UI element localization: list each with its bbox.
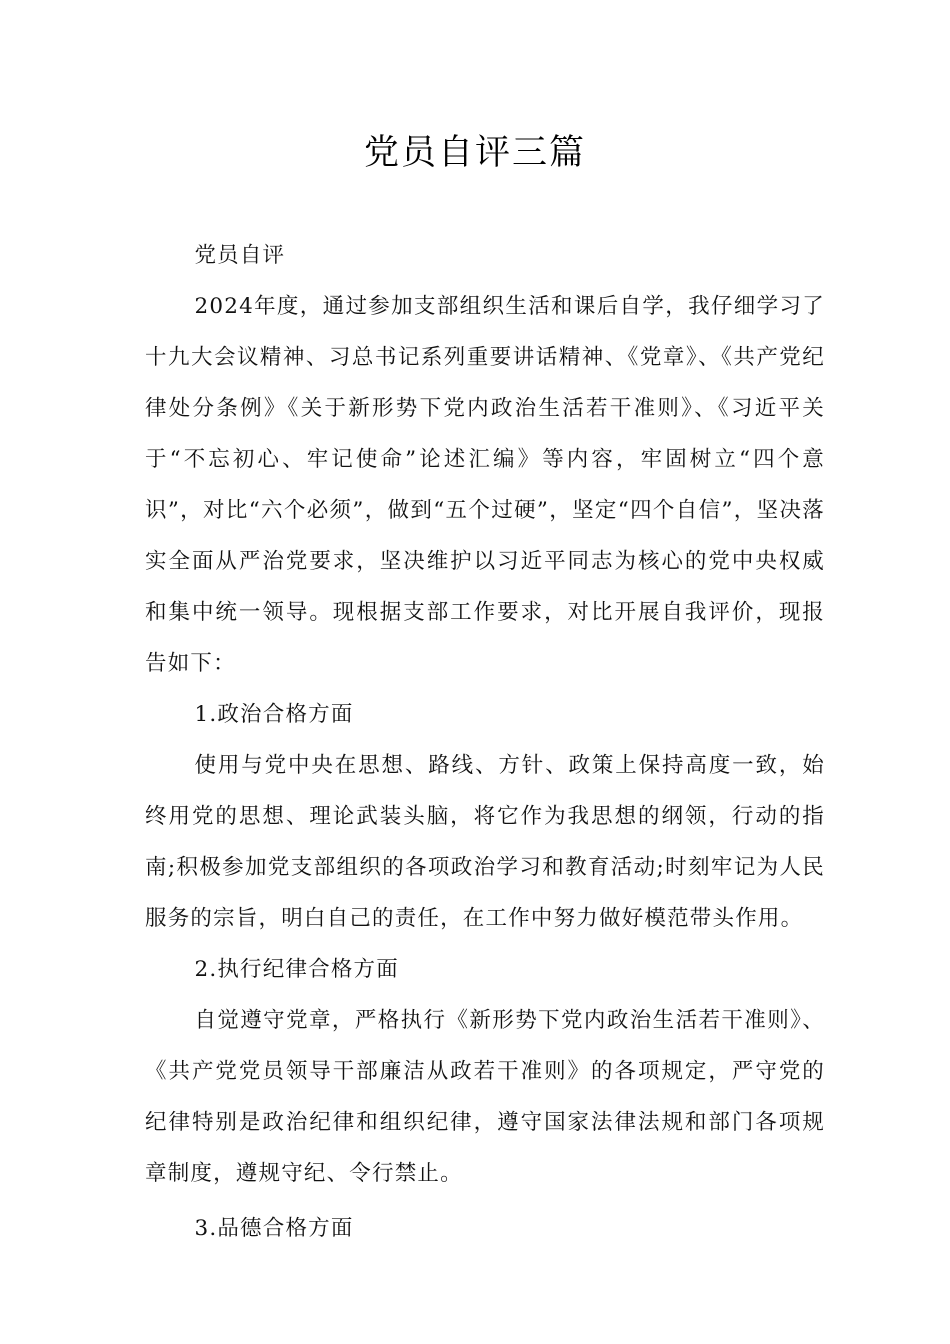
- heading-political: 1.政治合格方面: [194, 702, 354, 727]
- paragraph-political: 使用与党中央在思想、路线、方针、政策上保持高度一致，始终用党的思想、理论武装头脑，将它作为我思想的纲领，行动的指南;积极参加党支部组织的各项政治学习和教育活动;时刻牢记为人民服务的宗旨，明白自己的责任，在工作中努力做好模范带头作用。: [145, 753, 825, 931]
- paragraph-discipline: 自觉遵守党章，严格执行《新形势下党内政治生活若干准则》、《共产党党员领导干部廉洁从政若干准则》的各项规定，严守党的纪律特别是政治纪律和组织纪律，遵守国家法律法规和部门各项规章制度，遵规守纪、令行禁止。: [145, 1008, 825, 1186]
- heading-discipline: 2.执行纪律合格方面: [194, 957, 399, 982]
- document-title: 党员自评三篇: [363, 133, 586, 173]
- document-body: [145, 230, 825, 1254]
- heading-morality: 3.品德合格方面: [194, 1216, 354, 1241]
- section-label: 党员自评: [194, 243, 286, 268]
- paragraph-intro: 2024年度，通过参加支部组织生活和课后自学，我仔细学习了十九大会议精神、习总书记系列重要讲话精神、《党章》、《共产党纪律处分条例》《关于新形势下党内政治生活若干准则》、《习近平关于“不忘初心、牢记使命”论述汇编》等内容，牢固树立“四个意识”，对比“六个必须”，做到“五个过硬”，坚定“四个自信”，坚决落实全面从严治党要求，坚决维护以习近平同志为核心的党中央权威和集中统一领导。现根据支部工作要求，对比开展自我评价，现报告如下：: [145, 294, 825, 676]
